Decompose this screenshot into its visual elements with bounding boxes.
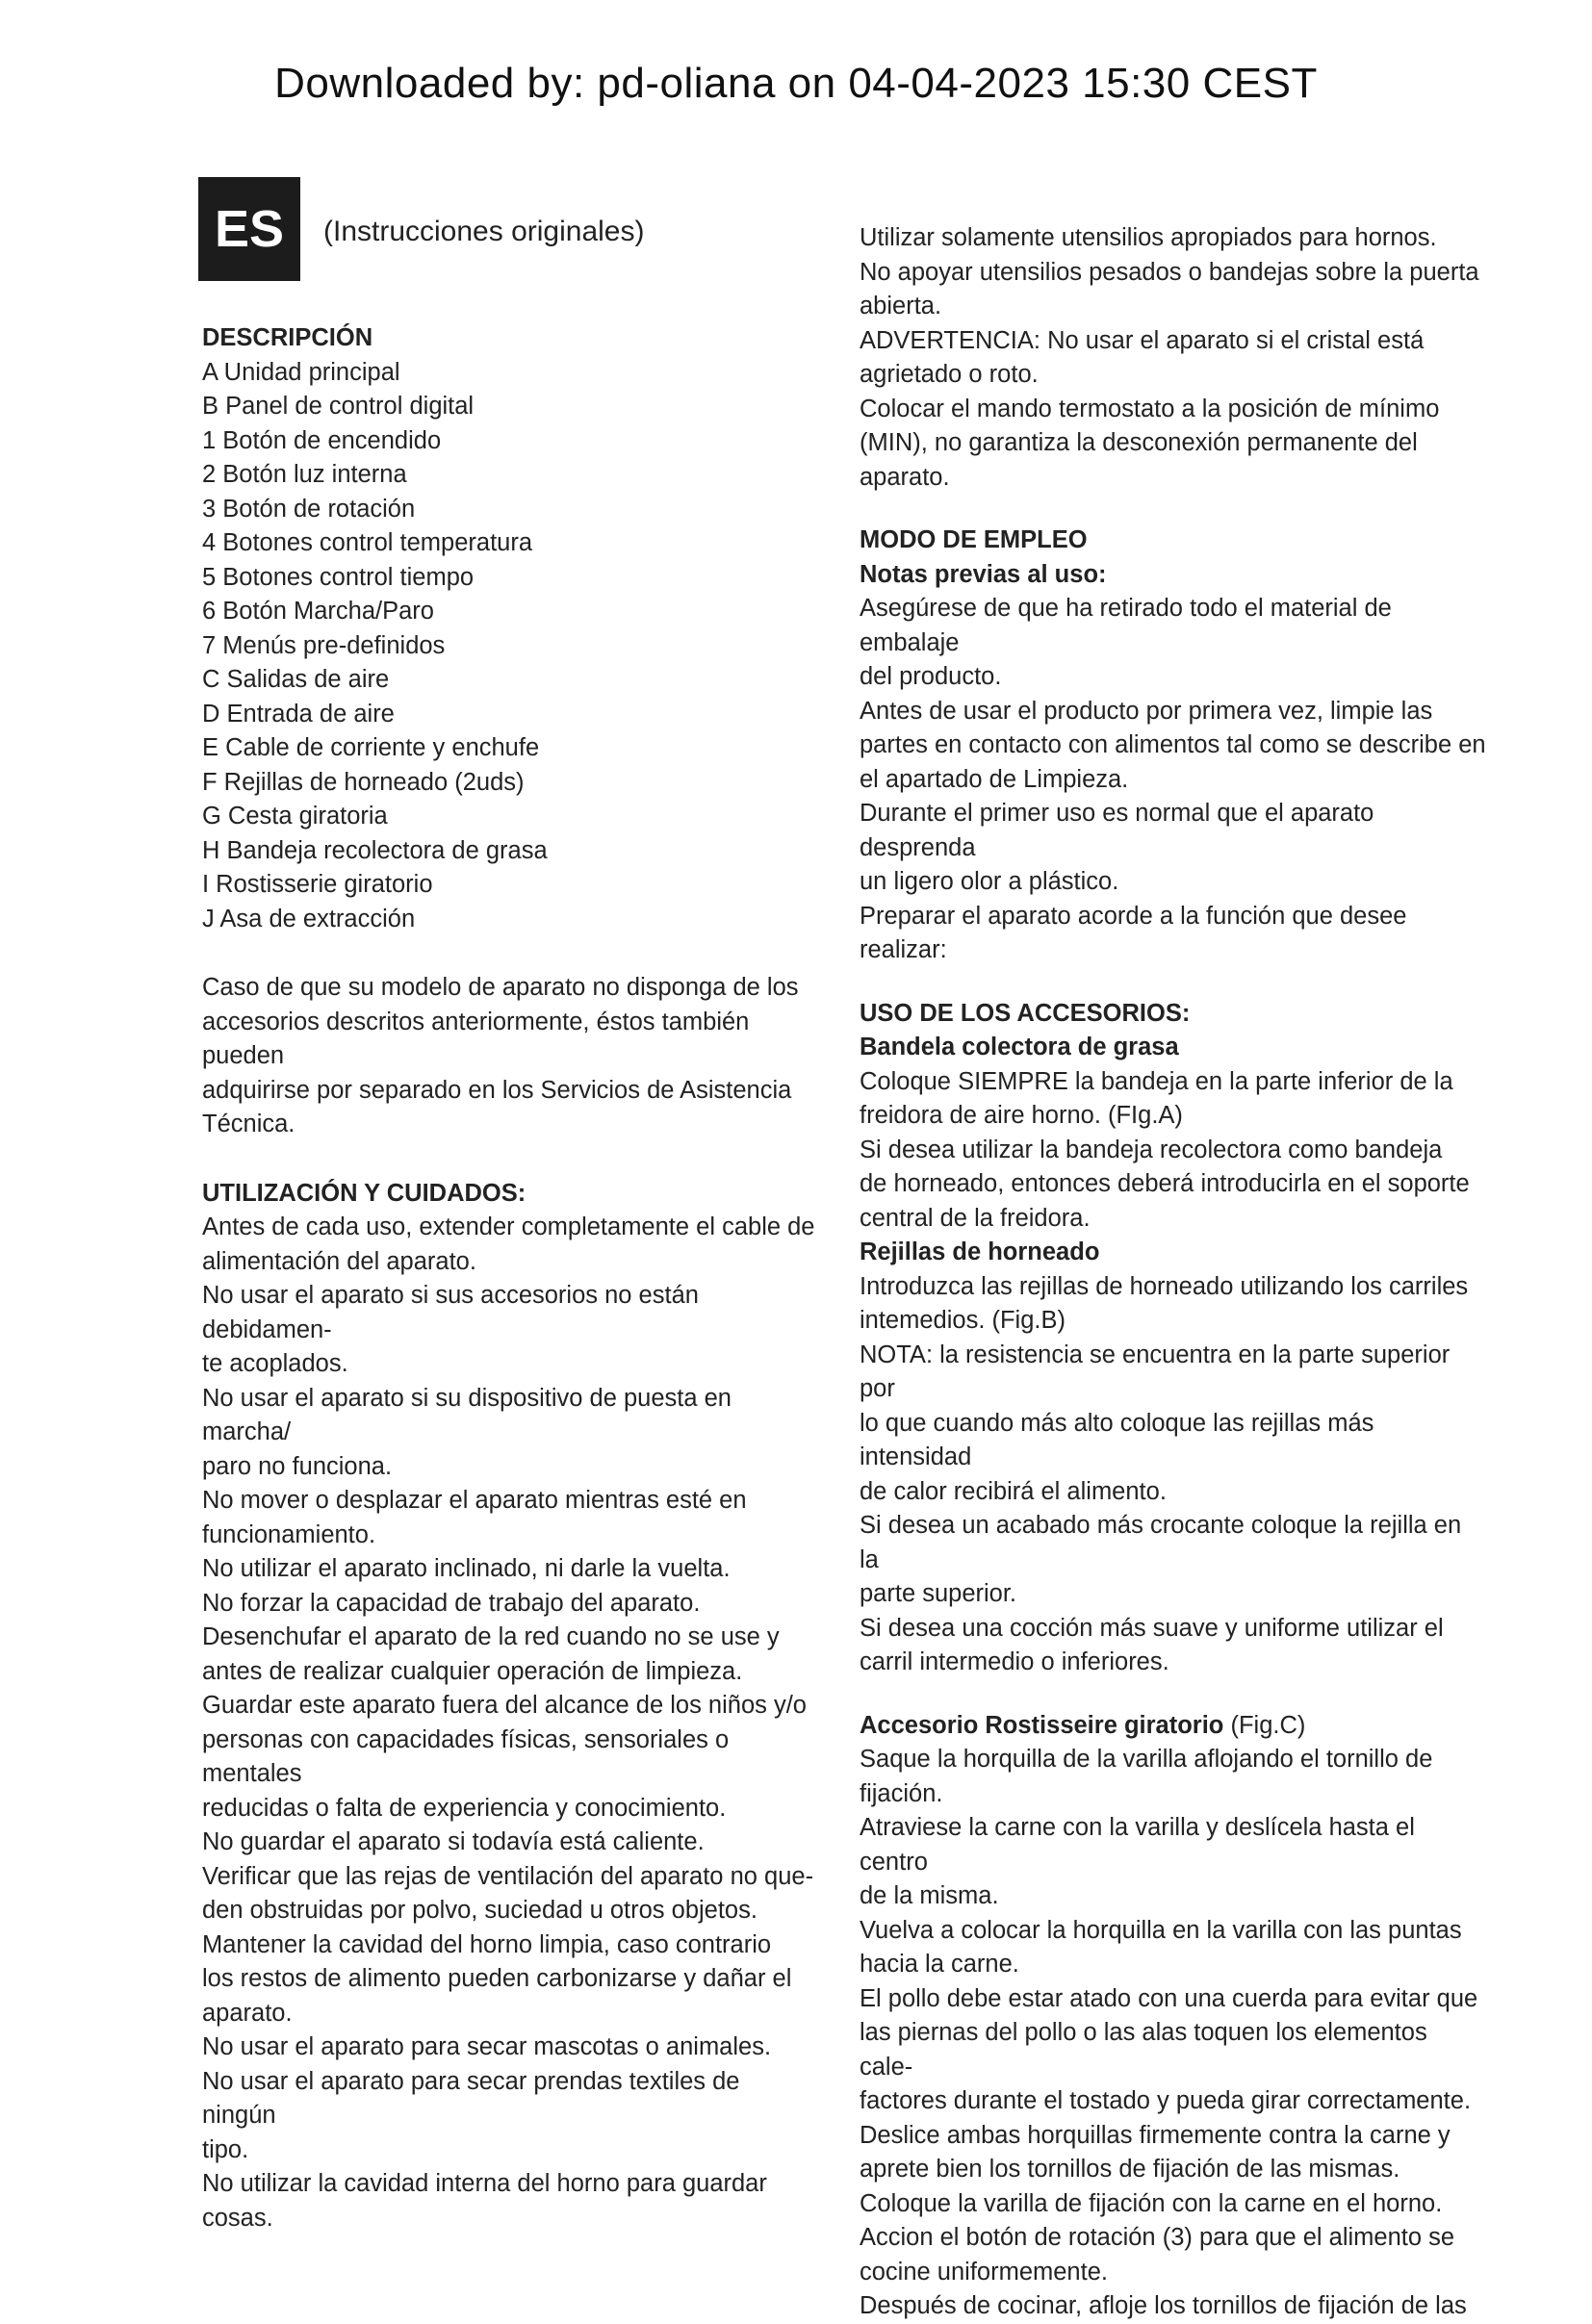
rotisserie-heading: Accesorio Rostisseire giratorio [860, 1711, 1224, 1739]
text-line: de calor recibirá el alimento. [860, 1477, 1167, 1505]
description-item: D Entrada de aire [202, 700, 395, 728]
description-item: F Rejillas de horneado (2uds) [202, 768, 525, 796]
text-line: Mantener la cavidad del horno limpia, caso contrario [202, 1930, 772, 1958]
text-line: Atraviese la carne con la varilla y deslícela hasta el centro [860, 1814, 1415, 1876]
grease-tray-heading: Bandela colectora de grasa [860, 1034, 1179, 1060]
mode-of-use-heading: MODO DE EMPLEO [860, 526, 1088, 553]
text-line: el apartado de Limpieza. [860, 765, 1129, 793]
description-item: J Asa de extracción [202, 905, 416, 932]
description-item: I Rostisserie giratorio [202, 871, 433, 898]
text-line: tipo. [202, 2135, 249, 2163]
text-line: ADVERTENCIA: No usar el aparato si el cristal está [860, 326, 1425, 354]
text-line: hacia la carne. [860, 1951, 1019, 1978]
text-line: aparato. [860, 463, 950, 491]
accessories-note [202, 971, 818, 1142]
baking-racks-heading: Rejillas de horneado [860, 1239, 1100, 1265]
download-notice: Downloaded by: pd-oliana on 04-04-2023 15:30 CEST [274, 60, 1318, 107]
grease-tray-text [860, 1065, 1487, 1237]
description-item: 4 Botones control temperatura [202, 529, 533, 556]
rotisserie-heading-line [860, 1709, 1487, 1744]
text-line: partes en contacto con alimentos tal como se describe en [860, 731, 1486, 758]
text-line: No mover o desplazar el aparato mientras esté en [202, 1487, 747, 1514]
text-line: del producto. [860, 663, 1002, 690]
text-line: Guardar este aparato fuera del alcance de los niños y/o [202, 1692, 807, 1719]
baking-racks-text [860, 1270, 1487, 1680]
text-line: Antes de usar el producto por primera vez, limpie las [860, 697, 1433, 725]
text-line: Utilizar solamente utensilios apropiados para hornos. [860, 224, 1437, 251]
text-line: te acoplados. [202, 1350, 348, 1377]
text-line: aprete bien los tornillos de fijación de las mismas. [860, 2156, 1400, 2183]
text-line: Deslice ambas horquillas firmemente contra la carne y [860, 2121, 1451, 2149]
text-line: los restos de alimento pueden carbonizarse y dañar el [202, 1965, 792, 1992]
text-line: Si desea un acabado más crocante coloque la rejilla en la [860, 1512, 1462, 1573]
description-item: 1 Botón de encendido [202, 426, 442, 454]
use-care-heading: UTILIZACIÓN Y CUIDADOS: [202, 1179, 526, 1207]
text-line: Colocar el mando termostato a la posición de mínimo [860, 395, 1440, 422]
text-line: Durante el primer uso es normal que el aparato desprenda [860, 800, 1374, 861]
text-line: No forzar la capacidad de trabajo del aparato. [202, 1589, 701, 1617]
text-line: Saque la horquilla de la varilla aflojando el tornillo de [860, 1746, 1433, 1773]
rotisserie-figure-ref: (Fig.C) [1223, 1711, 1306, 1739]
text-line: No usar el aparato para secar mascotas o animales. [202, 2033, 772, 2060]
text-line: Coloque la varilla de fijación con la carne en el horno. [860, 2189, 1443, 2217]
description-item: H Bandeja recolectora de grasa [202, 836, 548, 864]
text-line: Antes de cada uso, extender completamente el cable de [202, 1213, 815, 1240]
text-line: aparato. [202, 1999, 293, 2027]
language-badge: ES [198, 177, 300, 281]
text-line: un ligero olor a plástico. [860, 868, 1119, 895]
accessories-use-heading: USO DE LOS ACCESORIOS: [860, 999, 1191, 1027]
description-item: 7 Menús pre-definidos [202, 631, 446, 659]
text-line: fijación. [860, 1779, 943, 1807]
text-line: Preparar el aparato acorde a la función que desee realizar: [860, 902, 1407, 963]
description-item: 3 Botón de rotación [202, 495, 416, 523]
text-line: Verificar que las rejas de ventilación del aparato no que- [202, 1862, 814, 1890]
text-line: abierta. [860, 293, 942, 319]
text-line: reducidas o falta de experiencia y conocimiento. [202, 1794, 727, 1822]
text-line: No guardar el aparato si todavía está caliente. [202, 1828, 705, 1855]
text-line: Vuelva a colocar la horquilla en la varilla con las puntas [860, 1916, 1462, 1944]
text-line: Introduzca las rejillas de horneado utilizando los carriles [860, 1272, 1469, 1300]
text-line: accesorios descritos anteriormente, éstos también pueden [202, 1008, 750, 1069]
text-line: cocine uniformemente. [860, 2258, 1108, 2286]
text-line: paro no funciona. [202, 1452, 393, 1480]
text-line: Técnica. [202, 1111, 295, 1137]
text-line: central de la freidora. [860, 1204, 1091, 1232]
text-line: Si desea utilizar la bandeja recolectora como bandeja [860, 1136, 1443, 1163]
text-line: Caso de que su modelo de aparato no disponga de los [202, 974, 799, 1001]
original-instructions-note: (Instrucciones originales) [323, 216, 645, 247]
text-line: intemedios. (Fig.B) [860, 1307, 1066, 1334]
rotisserie-text [860, 1743, 1487, 2324]
text-line: Después de cocinar, afloje los tornillos de fijación de las [860, 2292, 1467, 2319]
text-line: No apoyar utensilios pesados o bandejas sobre la puerta [860, 258, 1479, 286]
text-line: antes de realizar cualquier operación de limpieza. [202, 1657, 743, 1685]
text-line: El pollo debe estar atado con una cuerda para evitar que [860, 1984, 1478, 2012]
text-line: lo que cuando más alto coloque las rejillas más intensidad [860, 1409, 1374, 1470]
description-item: 6 Botón Marcha/Paro [202, 598, 434, 625]
description-heading: DESCRIPCIÓN [202, 324, 373, 351]
text-line: No usar el aparato si su dispositivo de puesta en marcha/ [202, 1384, 732, 1445]
description-item: 2 Botón luz interna [202, 461, 407, 488]
safety-intro-text [860, 221, 1487, 495]
description-item: A Unidad principal [202, 358, 400, 386]
use-care-text [202, 1211, 818, 2235]
text-line: Si desea una cocción más suave y uniforme utilizar el [860, 1614, 1444, 1642]
text-line: No utilizar el aparato inclinado, ni darle la vuelta. [202, 1555, 731, 1582]
text-line: NOTA: la resistencia se encuentra en la parte superior por [860, 1341, 1451, 1402]
left-column [202, 321, 818, 2235]
description-list [202, 356, 818, 937]
text-line: funcionamiento. [202, 1520, 376, 1548]
text-line: cosas. [202, 2204, 273, 2232]
text-line: agrietado o roto. [860, 361, 1039, 388]
description-item: E Cable de corriente y enchufe [202, 734, 540, 761]
text-line: den obstruidas por polvo, suciedad u otros objetos. [202, 1897, 757, 1924]
text-line: Coloque SIEMPRE la bandeja en la parte inferior de la [860, 1067, 1453, 1095]
description-item: B Panel de control digital [202, 393, 475, 420]
description-item: C Salidas de aire [202, 666, 390, 693]
text-line: (MIN), no garantiza la desconexión permanente del [860, 429, 1418, 456]
text-line: parte superior. [860, 1580, 1017, 1607]
text-line: personas con capacidades físicas, sensoriales o mentales [202, 1725, 730, 1787]
text-line: las piernas del pollo o las alas toquen los elementos cale- [860, 2019, 1427, 2081]
text-line: Asegúrese de que ha retirado todo el material de embalaje [860, 595, 1392, 656]
pre-use-notes-heading: Notas previas al uso: [860, 560, 1107, 588]
text-line: No usar el aparato si sus accesorios no están debidamen- [202, 1282, 699, 1343]
text-line: freidora de aire horno. (FIg.A) [860, 1102, 1183, 1129]
text-line: No utilizar la cavidad interna del horno para guardar [202, 2170, 767, 2197]
description-item: G Cesta giratoria [202, 803, 388, 830]
text-line: de horneado, entonces deberá introducirla en el soporte [860, 1170, 1470, 1197]
description-item: 5 Botones control tiempo [202, 563, 475, 591]
text-line: adquirirse por separado en los Servicios de Asistencia [202, 1076, 792, 1104]
text-line: No usar el aparato para secar prendas textiles de ningún [202, 2067, 740, 2129]
pre-use-notes-text [860, 592, 1487, 968]
right-column [860, 221, 1487, 2324]
text-line: Desenchufar el aparato de la red cuando no se use y [202, 1623, 780, 1650]
text-line: factores durante el tostado y pueda girar correctamente. [860, 2087, 1472, 2114]
text-line: carril intermedio o inferiores. [860, 1648, 1169, 1675]
text-line: alimentación del aparato. [202, 1247, 476, 1275]
text-line: Accion el botón de rotación (3) para que el alimento se [860, 2224, 1455, 2251]
text-line: de la misma. [860, 1882, 999, 1909]
